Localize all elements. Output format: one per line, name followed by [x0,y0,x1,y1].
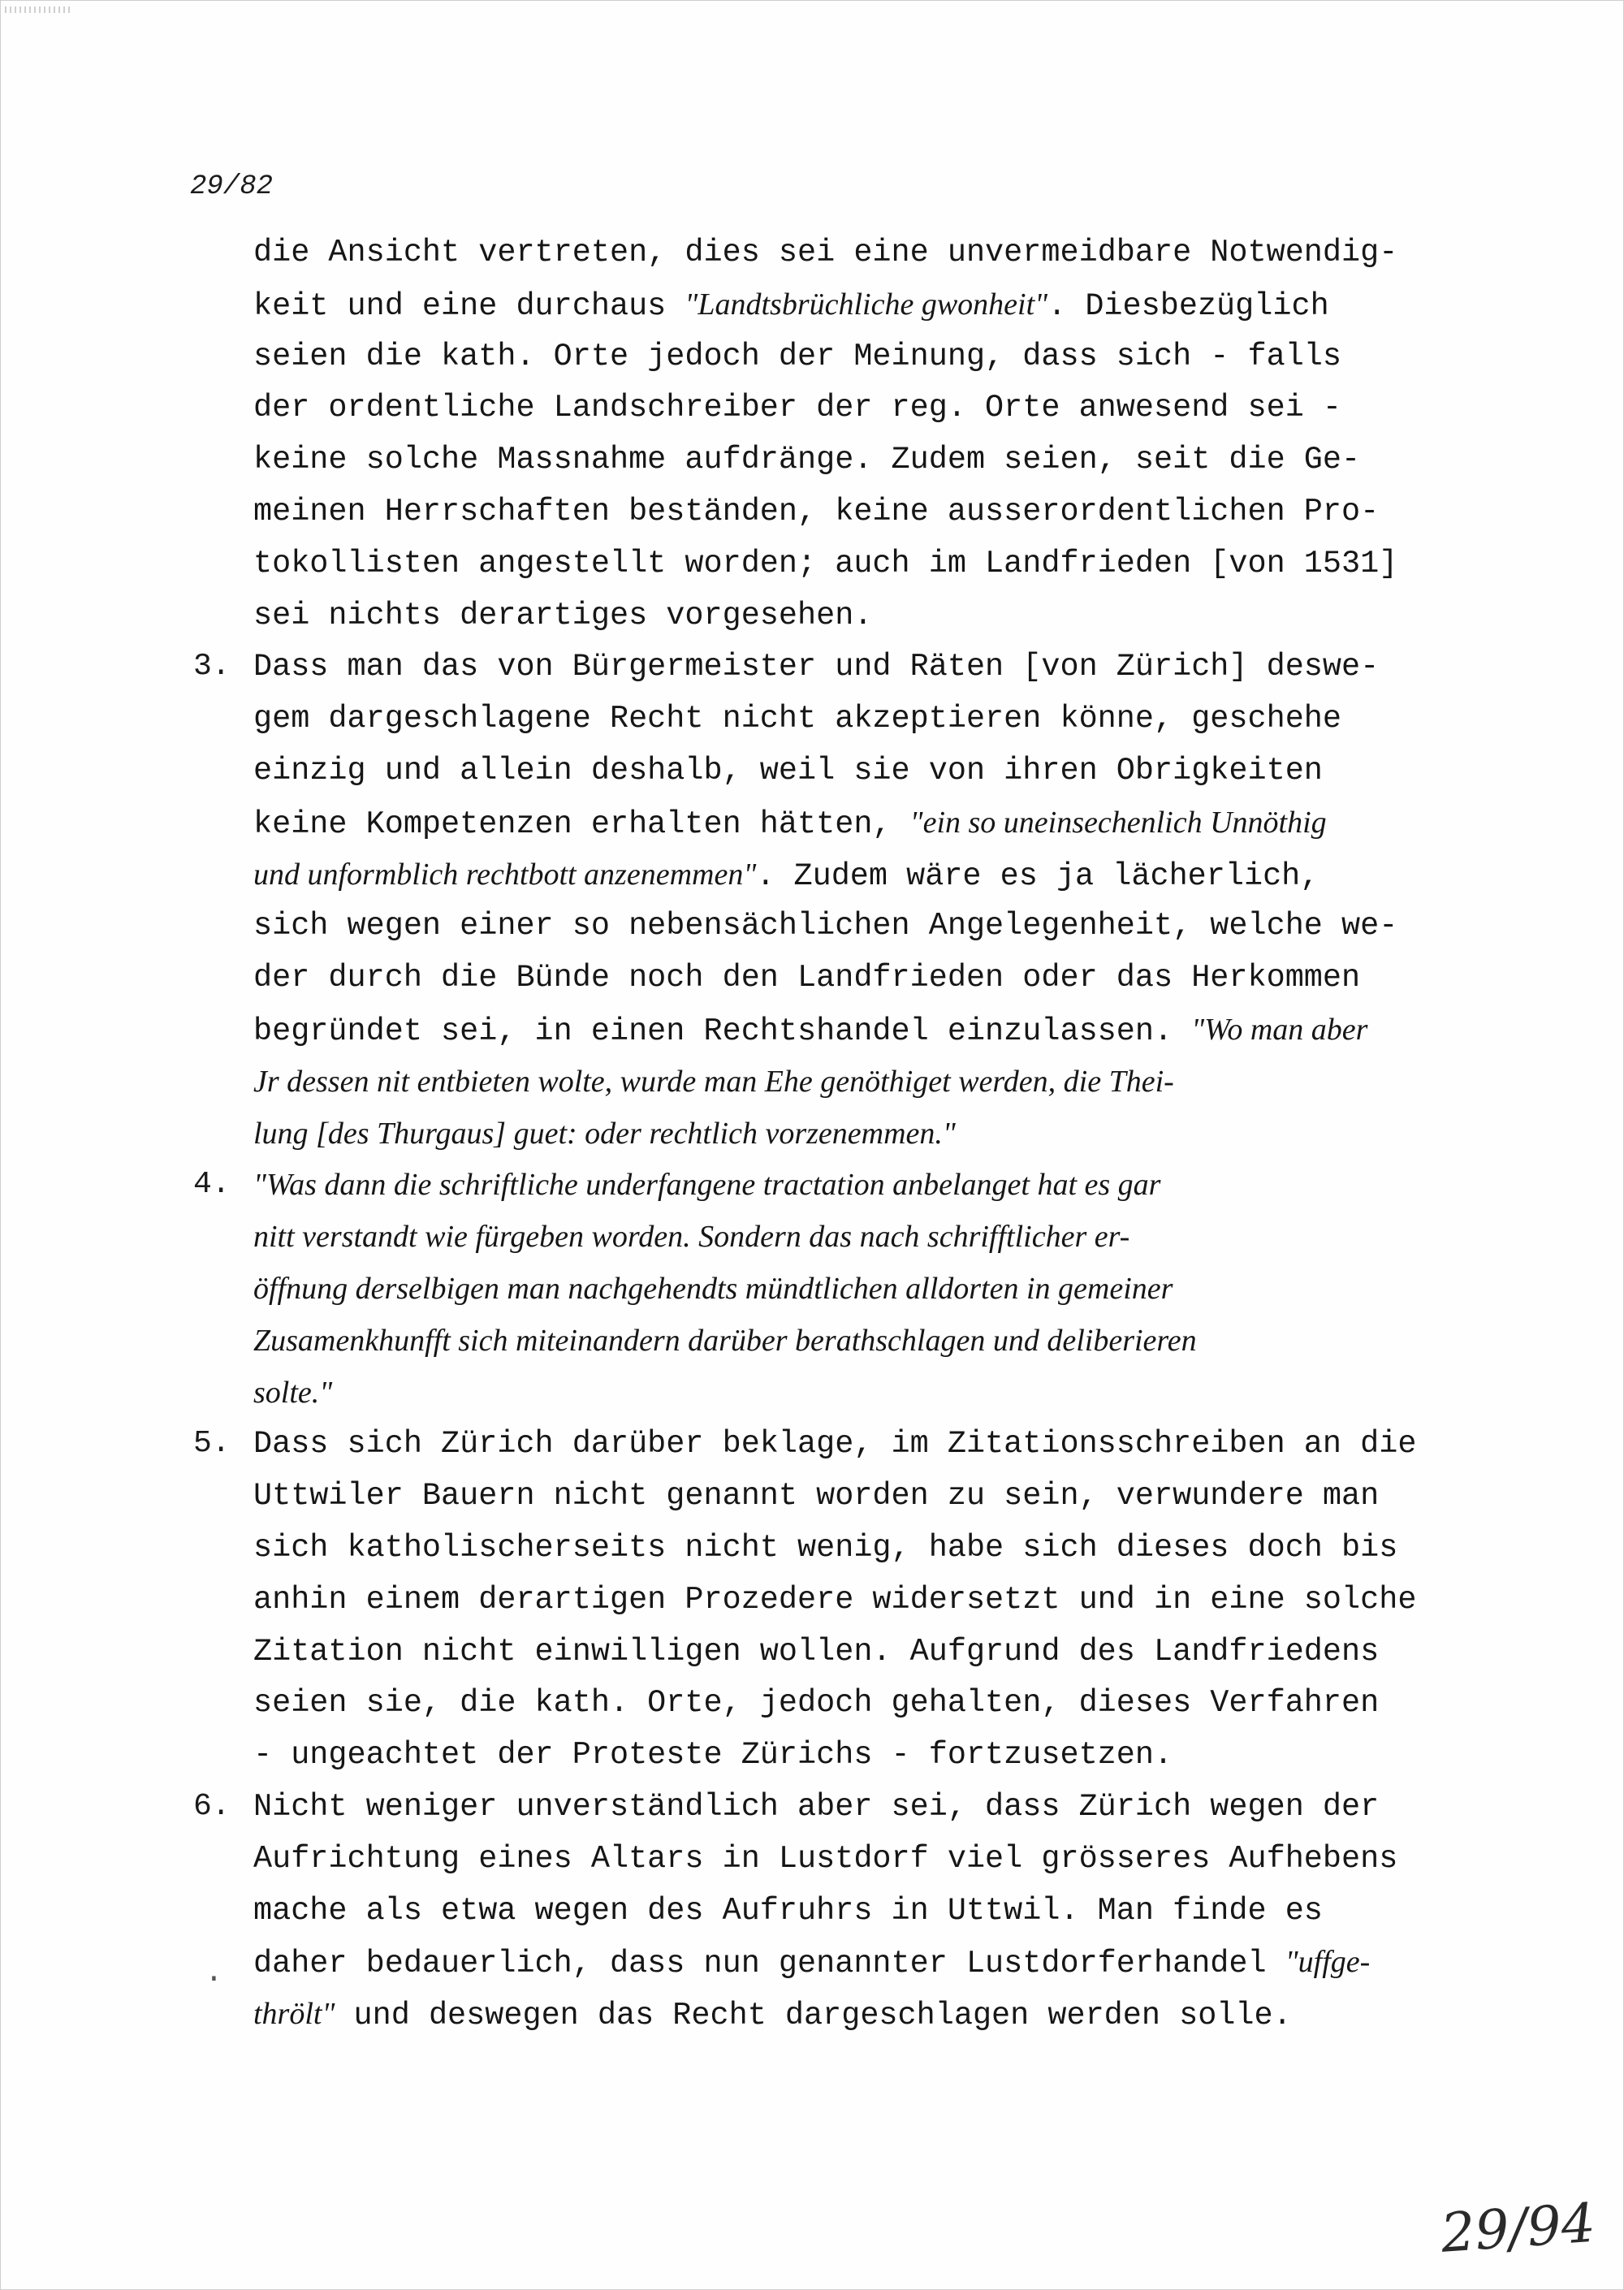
line-text: der durch die Bünde noch den Landfrieden oder das Herkommen [253,960,1361,996]
line-text: Nicht weniger unverständlich aber sei, dass Zürich wegen der [253,1789,1380,1825]
line-text: seien die kath. Orte jedoch der Meinung, dass sich - falls [253,339,1342,374]
line-text: sich wegen einer so nebensächlichen Angelegenheit, welche we- [253,908,1398,944]
quoted-italic-text: und unformblich rechtbott anzenemmen" [253,858,757,892]
line-text: tokollisten angestellt worden; auch im Landfrieden [von 1531] [253,546,1398,581]
line-text: Dass sich Zürich darüber beklage, im Zitationsschreiben an die [253,1426,1417,1462]
text-line [253,1320,1197,1363]
quoted-italic-text: Jr dessen nit entbieten wolte, wurde man Ehe genöthiget werden, die Thei- [253,1065,1174,1099]
line-text: Aufrichtung eines Altars in Lustdorf viel grösseres Aufhebens [253,1841,1398,1877]
text-line [253,543,1397,584]
text-line [253,1268,1173,1311]
text-line [253,1631,1379,1672]
scan-artifact [5,6,70,13]
text-line [253,595,872,636]
text-line [253,491,1379,532]
text-line [253,1372,332,1415]
quoted-italic-text: "uffge- [1285,1945,1371,1979]
text-line [253,1216,1129,1259]
line-text: Zitation nicht einwilligen wollen. Aufgrund des Landfriedens [253,1634,1380,1670]
quoted-italic-text: solte." [253,1376,333,1410]
line-text: . Diesbezüglich [1047,288,1329,324]
line-text: anhin einem derartigen Prozedere widersetzt und in eine solche [253,1582,1417,1618]
text-line [253,1527,1397,1568]
page-number: 29/82 [190,171,274,202]
text-line [253,439,1360,480]
text-line [253,1113,956,1156]
text-line [253,284,1329,326]
quoted-italic-text: Zusamenkhunfft sich miteinandern darüber berathschlagen und deliberieren [253,1324,1197,1358]
line-text: . Zudem wäre es ja lächerlich, [756,858,1320,894]
quoted-italic-text: "Landtsbrüchliche gwonheit" [685,287,1048,322]
line-text: keine Kompetenzen erhalten hätten, [253,806,910,842]
text-line [253,1061,1174,1104]
text-line [253,905,1397,946]
text-line [253,1424,1416,1464]
line-text: meinen Herrschaften beständen, keine ausserordentlichen Pro- [253,494,1380,529]
list-marker: 6. [193,1789,231,1824]
list-marker: 4. [193,1167,231,1202]
list-marker: 3. [193,649,231,684]
text-line [253,854,1319,897]
quoted-italic-text: "Was dann die schriftliche underfangene tractation anbelanget hat es gar [253,1168,1161,1202]
text-line [253,1942,1370,1984]
text-line [253,1735,1173,1775]
text-line [253,1476,1379,1516]
line-text: keit und eine durchaus [253,288,685,324]
text-line [253,232,1397,273]
text-line [253,1683,1379,1723]
line-text: gem dargeschlagene Recht nicht akzeptieren könne, geschehe [253,701,1342,737]
line-text: der ordentliche Landschreiber der reg. Orte anwesend sei - [253,390,1342,426]
line-text: sich katholischerseits nicht wenig, habe sich dieses doch bis [253,1530,1398,1566]
text-line [253,957,1360,998]
text-line [253,336,1341,377]
text-line [253,802,1327,845]
text-line [253,1164,1160,1207]
quoted-italic-text: thrölt" [253,1997,335,2031]
quoted-italic-text: lung [des Thurgaus] guet: oder rechtlich vorzenemmen." [253,1117,956,1151]
text-line [253,1890,1323,1931]
line-text: mache als etwa wegen des Aufruhrs in Uttwil. Man finde es [253,1893,1323,1929]
text-line [253,1579,1416,1620]
text-line [253,1994,1292,2036]
line-text: Dass man das von Bürgermeister und Räten [von Zürich] deswe- [253,649,1380,685]
line-text: seien sie, die kath. Orte, jedoch gehalten, dieses Verfahren [253,1685,1380,1721]
line-text: - ungeachtet der Proteste Zürichs - fortzusetzen. [253,1737,1173,1773]
text-line [253,646,1379,687]
quoted-italic-text: nitt verstandt wie fürgeben worden. Sondern das nach schrifftlicher er- [253,1220,1130,1254]
line-text: einzig und allein deshalb, weil sie von ihren Obrigkeiten [253,753,1323,789]
text-line [253,1787,1379,1827]
quoted-italic-text: "Wo man aber [1191,1013,1368,1047]
list-marker: 5. [193,1426,231,1461]
quoted-italic-text: "ein so uneinsechenlich Unnöthig [909,806,1327,840]
line-text: daher bedauerlich, dass nun genannter Lustdorferhandel [253,1946,1285,1981]
text-line [253,1838,1397,1879]
line-text: begründet sei, in einen Rechtshandel einzulassen. [253,1013,1192,1049]
line-text: Uttwiler Bauern nicht genannt worden zu sein, verwundere man [253,1478,1380,1514]
line-text: keine solche Massnahme aufdränge. Zudem seien, seit die Ge- [253,442,1361,477]
line-text: und deswegen das Recht dargeschlagen werden solle. [335,1998,1292,2033]
line-text: sei nichts derartiges vorgesehen. [253,598,873,633]
stray-mark: . [205,1955,223,1990]
handwritten-page-stamp: 29/94 [1439,2191,1598,2265]
text-line [253,750,1323,791]
text-line [253,698,1341,739]
quoted-italic-text: öffnung derselbigen man nachgehendts mündtlichen alldorten in gemeiner [253,1272,1173,1306]
text-line [253,387,1341,428]
line-text: die Ansicht vertreten, dies sei eine unvermeidbare Notwendig- [253,235,1398,270]
text-line [253,1009,1367,1052]
